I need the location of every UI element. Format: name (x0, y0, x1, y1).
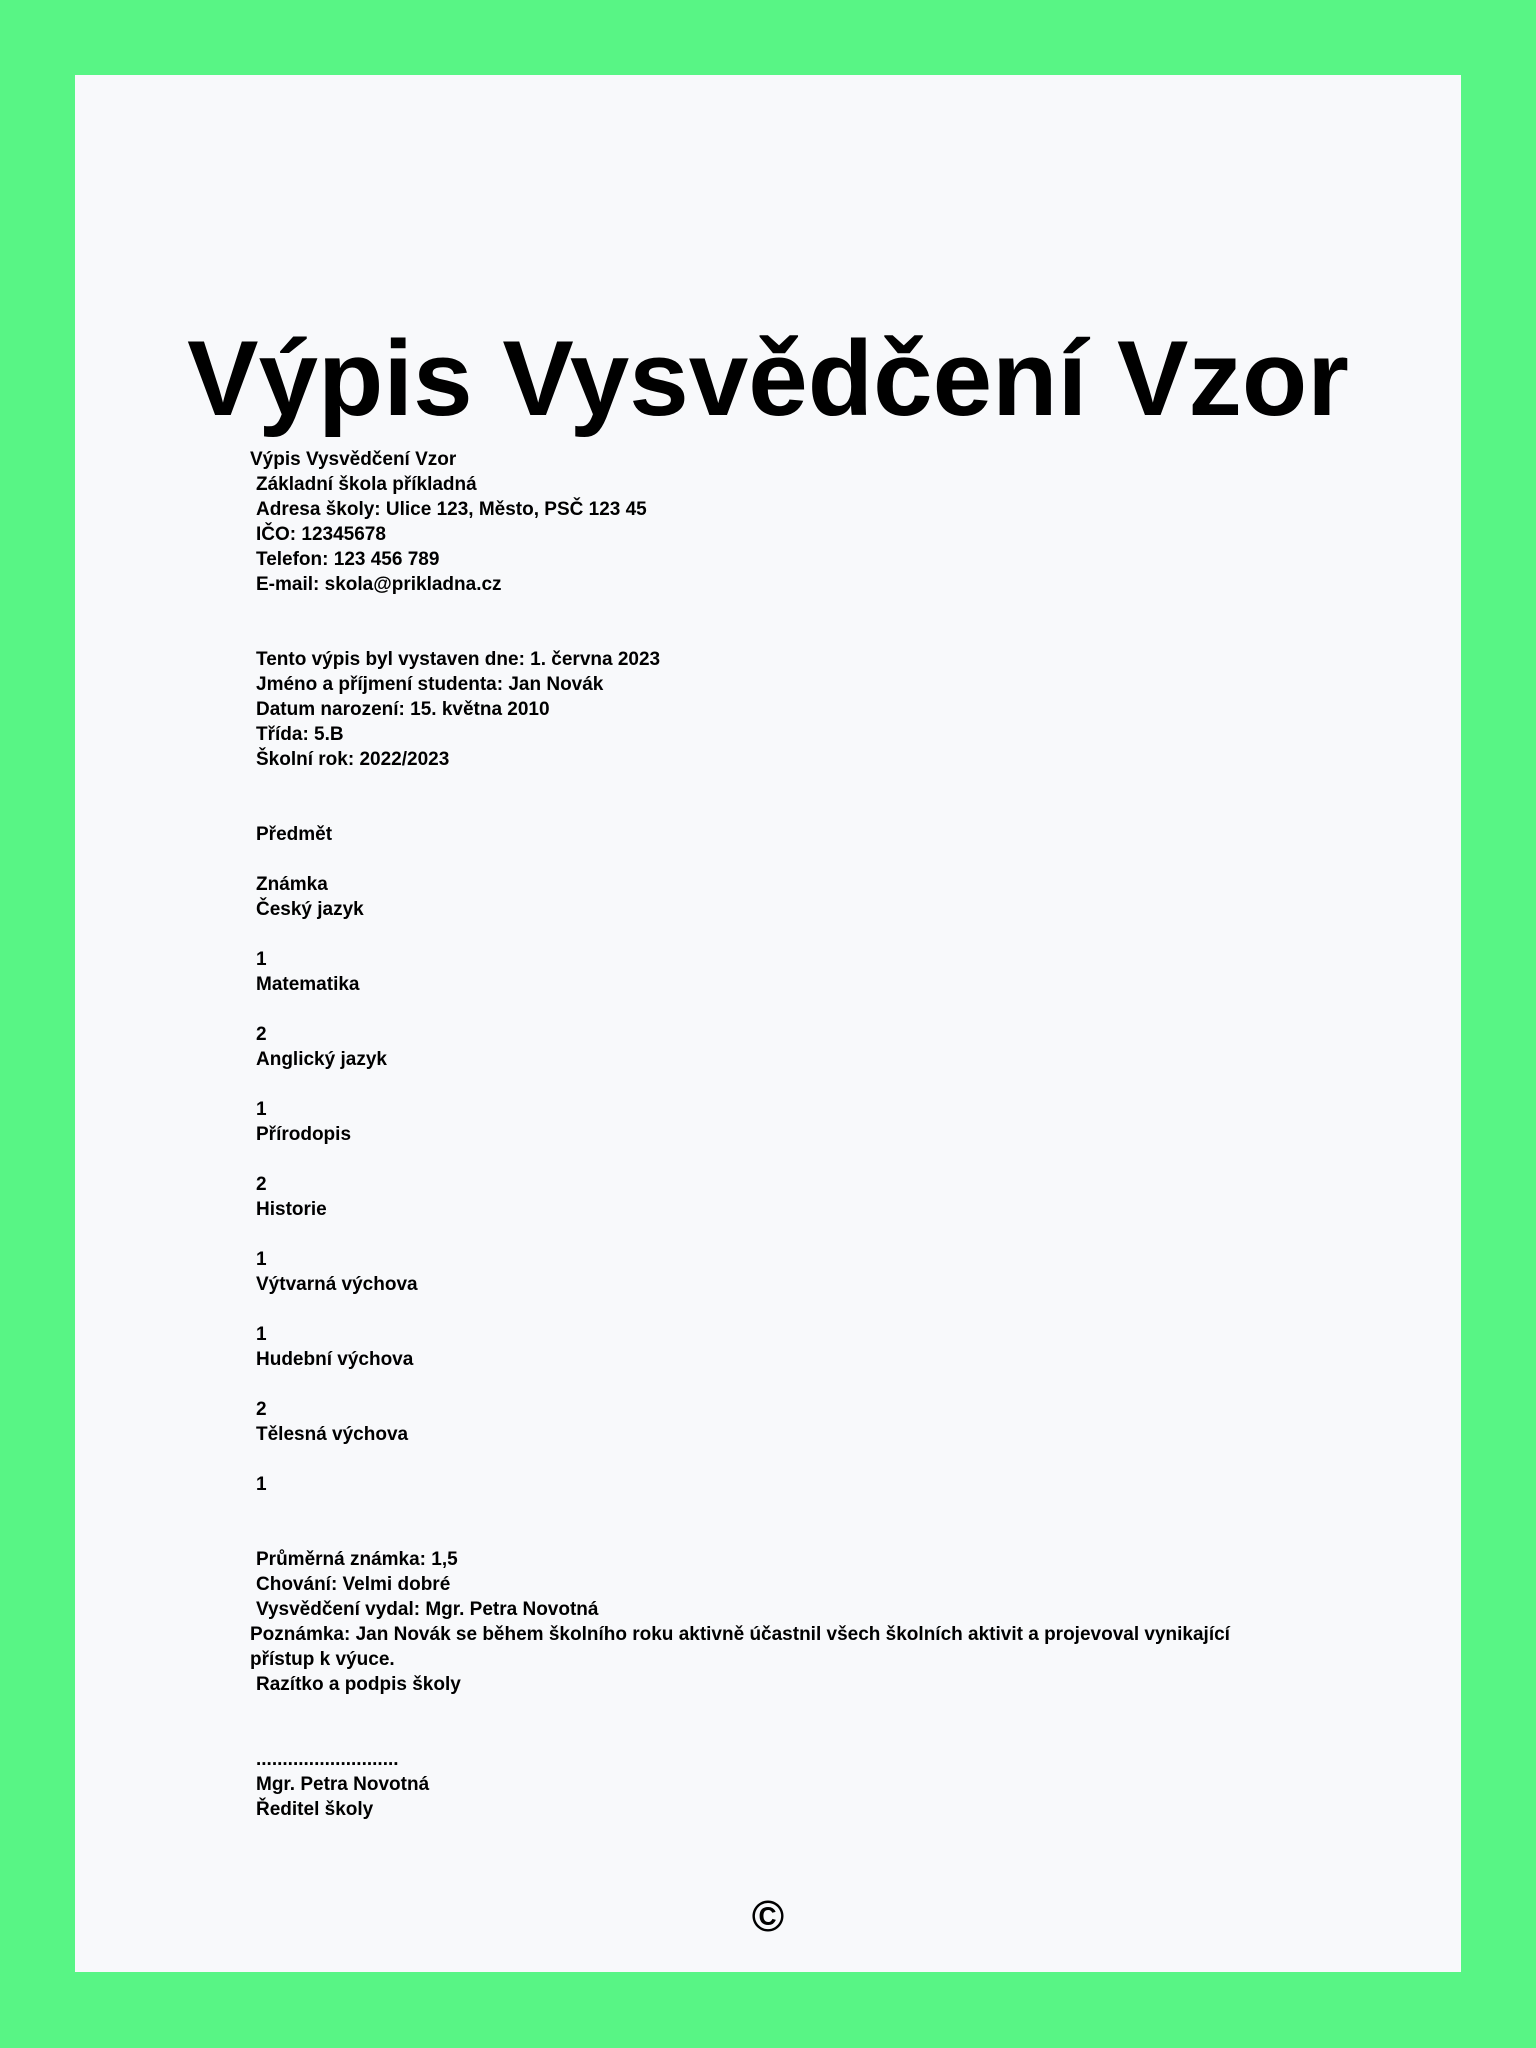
grade-row-value: 2 (256, 1399, 267, 1420)
grade-row-subject: Hudební výchova (256, 1349, 414, 1370)
signature-line: ........................... (256, 1749, 399, 1770)
school-name: Základní škola příkladná (256, 474, 477, 495)
issued-by: Vysvědčení vydal: Mgr. Petra Novotná (256, 1599, 599, 1620)
behavior: Chování: Velmi dobré (256, 1574, 451, 1595)
document-body (250, 447, 1290, 1822)
grade-row-subject: Výtvarná výchova (256, 1274, 418, 1295)
note: Poznámka: Jan Novák se během školního roku aktivně účastnil všech školních aktivit a projevoval vynikající přístup k výuce. (250, 1624, 1230, 1670)
grade-row-subject: Anglický jazyk (256, 1049, 387, 1070)
grade-row-subject: Český jazyk (256, 899, 364, 920)
grades-table (250, 822, 1290, 1497)
grade-row-value: 1 (256, 1249, 267, 1270)
average-grade: Průměrná známka: 1,5 (256, 1549, 458, 1570)
student-name: Jméno a příjmení studenta: Jan Novák (256, 674, 604, 695)
grade-row-subject: Historie (256, 1199, 327, 1220)
school-phone: Telefon: 123 456 789 (256, 549, 440, 570)
copyright-icon: © (751, 1892, 785, 1941)
stamp-label: Razítko a podpis školy (256, 1674, 461, 1695)
signatory-name: Mgr. Petra Novotná (256, 1774, 430, 1795)
signatory-role: Ředitel školy (256, 1799, 374, 1820)
school-address: Adresa školy: Ulice 123, Město, PSČ 123 45 (256, 499, 647, 520)
school-year: Školní rok: 2022/2023 (256, 749, 450, 770)
grade-row-value: 1 (256, 1324, 267, 1345)
grade-row-subject: Přírodopis (256, 1124, 352, 1145)
doc-subtitle: Výpis Vysvědčení Vzor (250, 449, 457, 470)
grade-row-subject: Tělesná výchova (256, 1424, 409, 1445)
issue-date: Tento výpis byl vystaven dne: 1. června 2023 (256, 649, 661, 670)
grades-header-subject: Předmět (256, 824, 333, 845)
student-class: Třída: 5.B (256, 724, 344, 745)
grade-row-value: 1 (256, 949, 267, 970)
student-birth-date: Datum narození: 15. května 2010 (256, 699, 550, 720)
grade-row-value: 1 (256, 1099, 267, 1120)
page-title: Výpis Vysvědčení Vzor (187, 318, 1349, 438)
grade-row-value: 1 (256, 1474, 267, 1495)
school-ico: IČO: 12345678 (256, 524, 386, 545)
grades-header-grade: Známka (256, 874, 328, 895)
grade-row-value: 2 (256, 1024, 267, 1045)
document-page (75, 75, 1461, 1972)
school-email: E-mail: skola@prikladna.cz (256, 574, 502, 595)
grade-row-subject: Matematika (256, 974, 360, 995)
grade-row-value: 2 (256, 1174, 267, 1195)
